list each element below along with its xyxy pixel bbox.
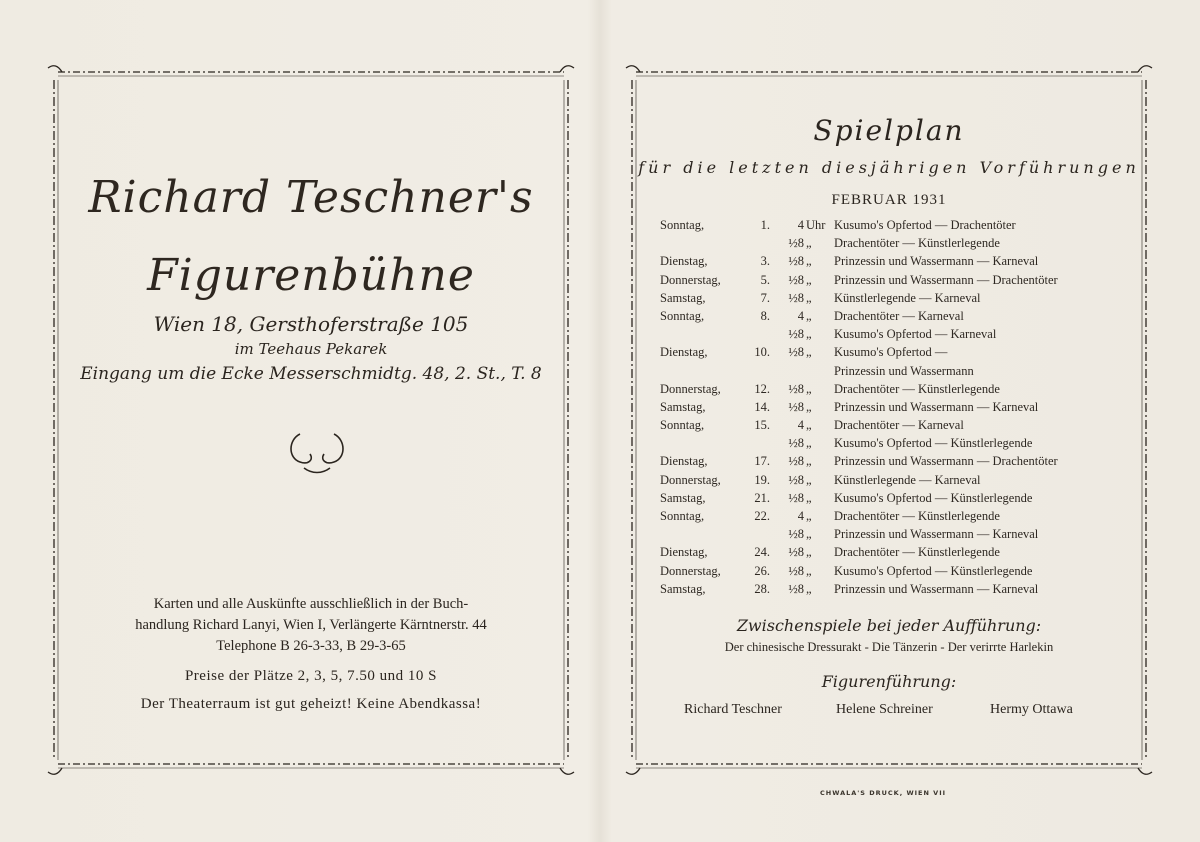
schedule-time: ½8 [788,563,804,578]
schedule-plays: Drachentöter — Künstlerlegende [834,236,1000,251]
schedule-plays: Künstlerlegende — Karneval [834,472,981,487]
schedule-row [660,291,1120,309]
schedule-time-unit: „ [806,254,812,269]
schedule-plays: Prinzessin und Wassermann — Karneval [834,399,1039,414]
schedule-plays: Drachentöter — Karneval [834,418,964,433]
schedule-plays: Drachentöter — Künstlerlegende [834,545,1000,560]
schedule-day: Donnerstag, [660,381,721,396]
schedule-date: 10. [754,345,770,360]
schedule-date: 12. [754,381,770,396]
schedule-day: Donnerstag, [660,563,721,578]
schedule-time-unit: „ [806,490,812,505]
schedule-row [660,309,1120,327]
schedule-time-unit: „ [806,563,812,578]
schedule-date: 21. [754,490,770,505]
schedule-time-unit: „ [806,272,812,287]
address-line3: Eingang um die Ecke Messerschmidtg. 48, 2. St., T. 8 [80,364,542,384]
schedule-row [660,473,1120,491]
schedule-date: 24. [754,545,770,560]
ticket-info [46,594,576,657]
schedule-plays: Prinzessin und Wassermann — Karneval [834,581,1039,596]
schedule-row [660,327,1120,345]
schedule-day: Sonntag, [660,509,705,523]
schedule-day: Samstag, [660,290,706,305]
schedule-day: Donnerstag, [660,272,721,287]
schedule-row [660,564,1120,582]
puppeteer-name: Richard Teschner [684,702,782,717]
right-panel [624,62,1154,778]
schedule-time-unit: „ [806,581,812,596]
schedule-time-unit: Uhr [806,218,826,232]
schedule-time-unit: „ [806,381,812,396]
schedule-plays: Kusumo's Opfertod — Karneval [834,327,997,342]
schedule-time: 4 [797,218,804,232]
puppeteer-name: Hermy Ottawa [990,702,1073,717]
schedule-time-unit: „ [806,345,812,360]
schedule-plays: Kusumo's Opfertod — Künstlerlegende [834,563,1033,578]
ticket-info-line3: Telephone B 26-3-33, B 29-3-65 [216,638,406,654]
schedule-date: 8. [760,308,770,323]
theater-title-line2: Figurenbühne [147,250,475,301]
schedule-day: Samstag, [660,399,706,414]
schedule-time-unit: „ [806,472,812,487]
schedule-day: Samstag, [660,581,706,596]
seat-prices: Preise der Plätze 2, 3, 5, 7.50 und 10 S [184,668,438,684]
schedule-time-unit: „ [806,527,812,542]
schedule-row [660,364,1120,382]
schedule-date: 7. [760,290,770,305]
schedule-date: 17. [754,454,770,469]
schedule-time-unit: „ [806,308,812,323]
schedule-plays: Prinzessin und Wassermann — Karneval [834,527,1039,542]
schedule-row [660,582,1120,600]
schedule-plays: Prinzessin und Wassermann [834,363,974,378]
schedule-row [660,236,1120,254]
schedule-time: ½8 [788,272,804,287]
schedule-time: ½8 [788,472,804,487]
schedule-time: 4 [797,418,804,433]
schedule-plays: Kusumo's Opfertod — Drachentöter [834,218,1016,232]
theater-title-line1: Richard Teschner's [88,172,534,223]
schedule-date: 28. [754,581,770,596]
schedule-subtitle: für die letzten diesjährigen Vorführungen [638,158,1140,177]
schedule-time: ½8 [788,399,804,414]
printer-imprint: CHWALA'S DRUCK, WIEN VII [820,789,947,797]
schedule-row [660,273,1120,291]
interludes-heading: Zwischenspiele bei jeder Aufführung: [736,616,1042,635]
schedule-plays: Drachentöter — Karneval [834,308,964,323]
schedule-date: 1. [760,218,770,232]
schedule-time: 4 [797,509,804,523]
schedule-date: 14. [754,399,770,414]
address-line1: Wien 18, Gersthoferstraße 105 [153,312,469,336]
schedule-time: ½8 [788,581,804,596]
schedule-time: ½8 [788,345,804,360]
schedule-plays: Kusumo's Opfertod — Künstlerlegende [834,490,1033,505]
schedule-time-unit: „ [806,327,812,342]
schedule-row [660,436,1120,454]
schedule-time: ½8 [788,290,804,305]
schedule-time-unit: „ [806,418,812,433]
schedule-row [660,545,1120,563]
flourish-ornament-icon [286,428,348,474]
schedule-date: 3. [760,254,770,269]
schedule-time: ½8 [788,436,804,451]
schedule-day: Sonntag, [660,308,705,323]
schedule-plays: Drachentöter — Künstlerlegende [834,381,1000,396]
schedule-day: Dienstag, [660,345,708,360]
schedule-row [660,527,1120,545]
schedule-row [660,454,1120,472]
schedule-title: Spielplan [813,114,965,147]
schedule-date: 5. [760,272,770,287]
schedule-time: 4 [797,308,804,323]
schedule-row [660,382,1120,400]
schedule-time-unit: „ [806,454,812,469]
schedule-date: 26. [754,563,770,578]
schedule-time: ½8 [788,381,804,396]
schedule-day: Donnerstag, [660,472,721,487]
puppeteers-heading: Figurenführung: [821,672,957,691]
schedule-plays: Künstlerlegende — Karneval [834,290,981,305]
schedule-date: 19. [754,472,770,487]
schedule-date: 22. [754,509,770,523]
schedule-date: 15. [754,418,770,433]
schedule-day: Samstag, [660,490,706,505]
schedule-time-unit: „ [806,545,812,560]
interludes-list: Der chinesische Dressurakt - Die Tänzerin - Der verirrte Harlekin [724,640,1054,654]
schedule-row [660,400,1120,418]
schedule-row [660,509,1120,527]
schedule-day: Dienstag, [660,545,708,560]
schedule-time: ½8 [788,454,804,469]
schedule-day: Sonntag, [660,218,705,232]
left-panel [46,62,576,778]
address-line2: im Teehaus Pekarek [234,340,388,358]
schedule-month: FEBRUAR 1931 [831,192,947,208]
schedule-plays: Kusumo's Opfertod — [834,345,948,360]
schedule-time-unit: „ [806,290,812,305]
schedule-row [660,491,1120,509]
schedule-row [660,418,1120,436]
schedule-plays: Prinzessin und Wassermann — Drachentöter [834,454,1058,469]
schedule-plays: Prinzessin und Wassermann — Drachentöter [834,272,1058,287]
schedule-time-unit: „ [806,436,812,451]
schedule-row [660,345,1120,363]
schedule-day: Sonntag, [660,418,705,433]
schedule-time: ½8 [788,545,804,560]
heating-notice: Der Theaterraum ist gut geheizt! Keine Abendkassa! [140,696,482,712]
schedule-time-unit: „ [806,509,812,523]
schedule-time: ½8 [788,236,804,251]
puppeteer-name: Helene Schreiner [836,702,933,717]
schedule-time-unit: „ [806,236,812,251]
schedule-day: Dienstag, [660,454,708,469]
schedule-row [660,218,1120,236]
schedule-time: ½8 [788,254,804,269]
schedule-row [660,254,1120,272]
schedule-day: Dienstag, [660,254,708,269]
schedule-time: ½8 [788,490,804,505]
schedule-time-unit: „ [806,399,812,414]
schedule-time: ½8 [788,527,804,542]
schedule-table [660,218,1120,600]
schedule-plays: Prinzessin und Wassermann — Karneval [834,254,1039,269]
ticket-info-line1: Karten und alle Auskünfte ausschließlich in der Buch- [153,596,469,612]
schedule-plays: Drachentöter — Künstlerlegende [834,509,1000,523]
schedule-time: ½8 [788,327,804,342]
ticket-info-line2: handlung Richard Lanyi, Wien I, Verlängerte Kärntnerstr. 44 [135,617,487,633]
schedule-plays: Kusumo's Opfertod — Künstlerlegende [834,436,1033,451]
